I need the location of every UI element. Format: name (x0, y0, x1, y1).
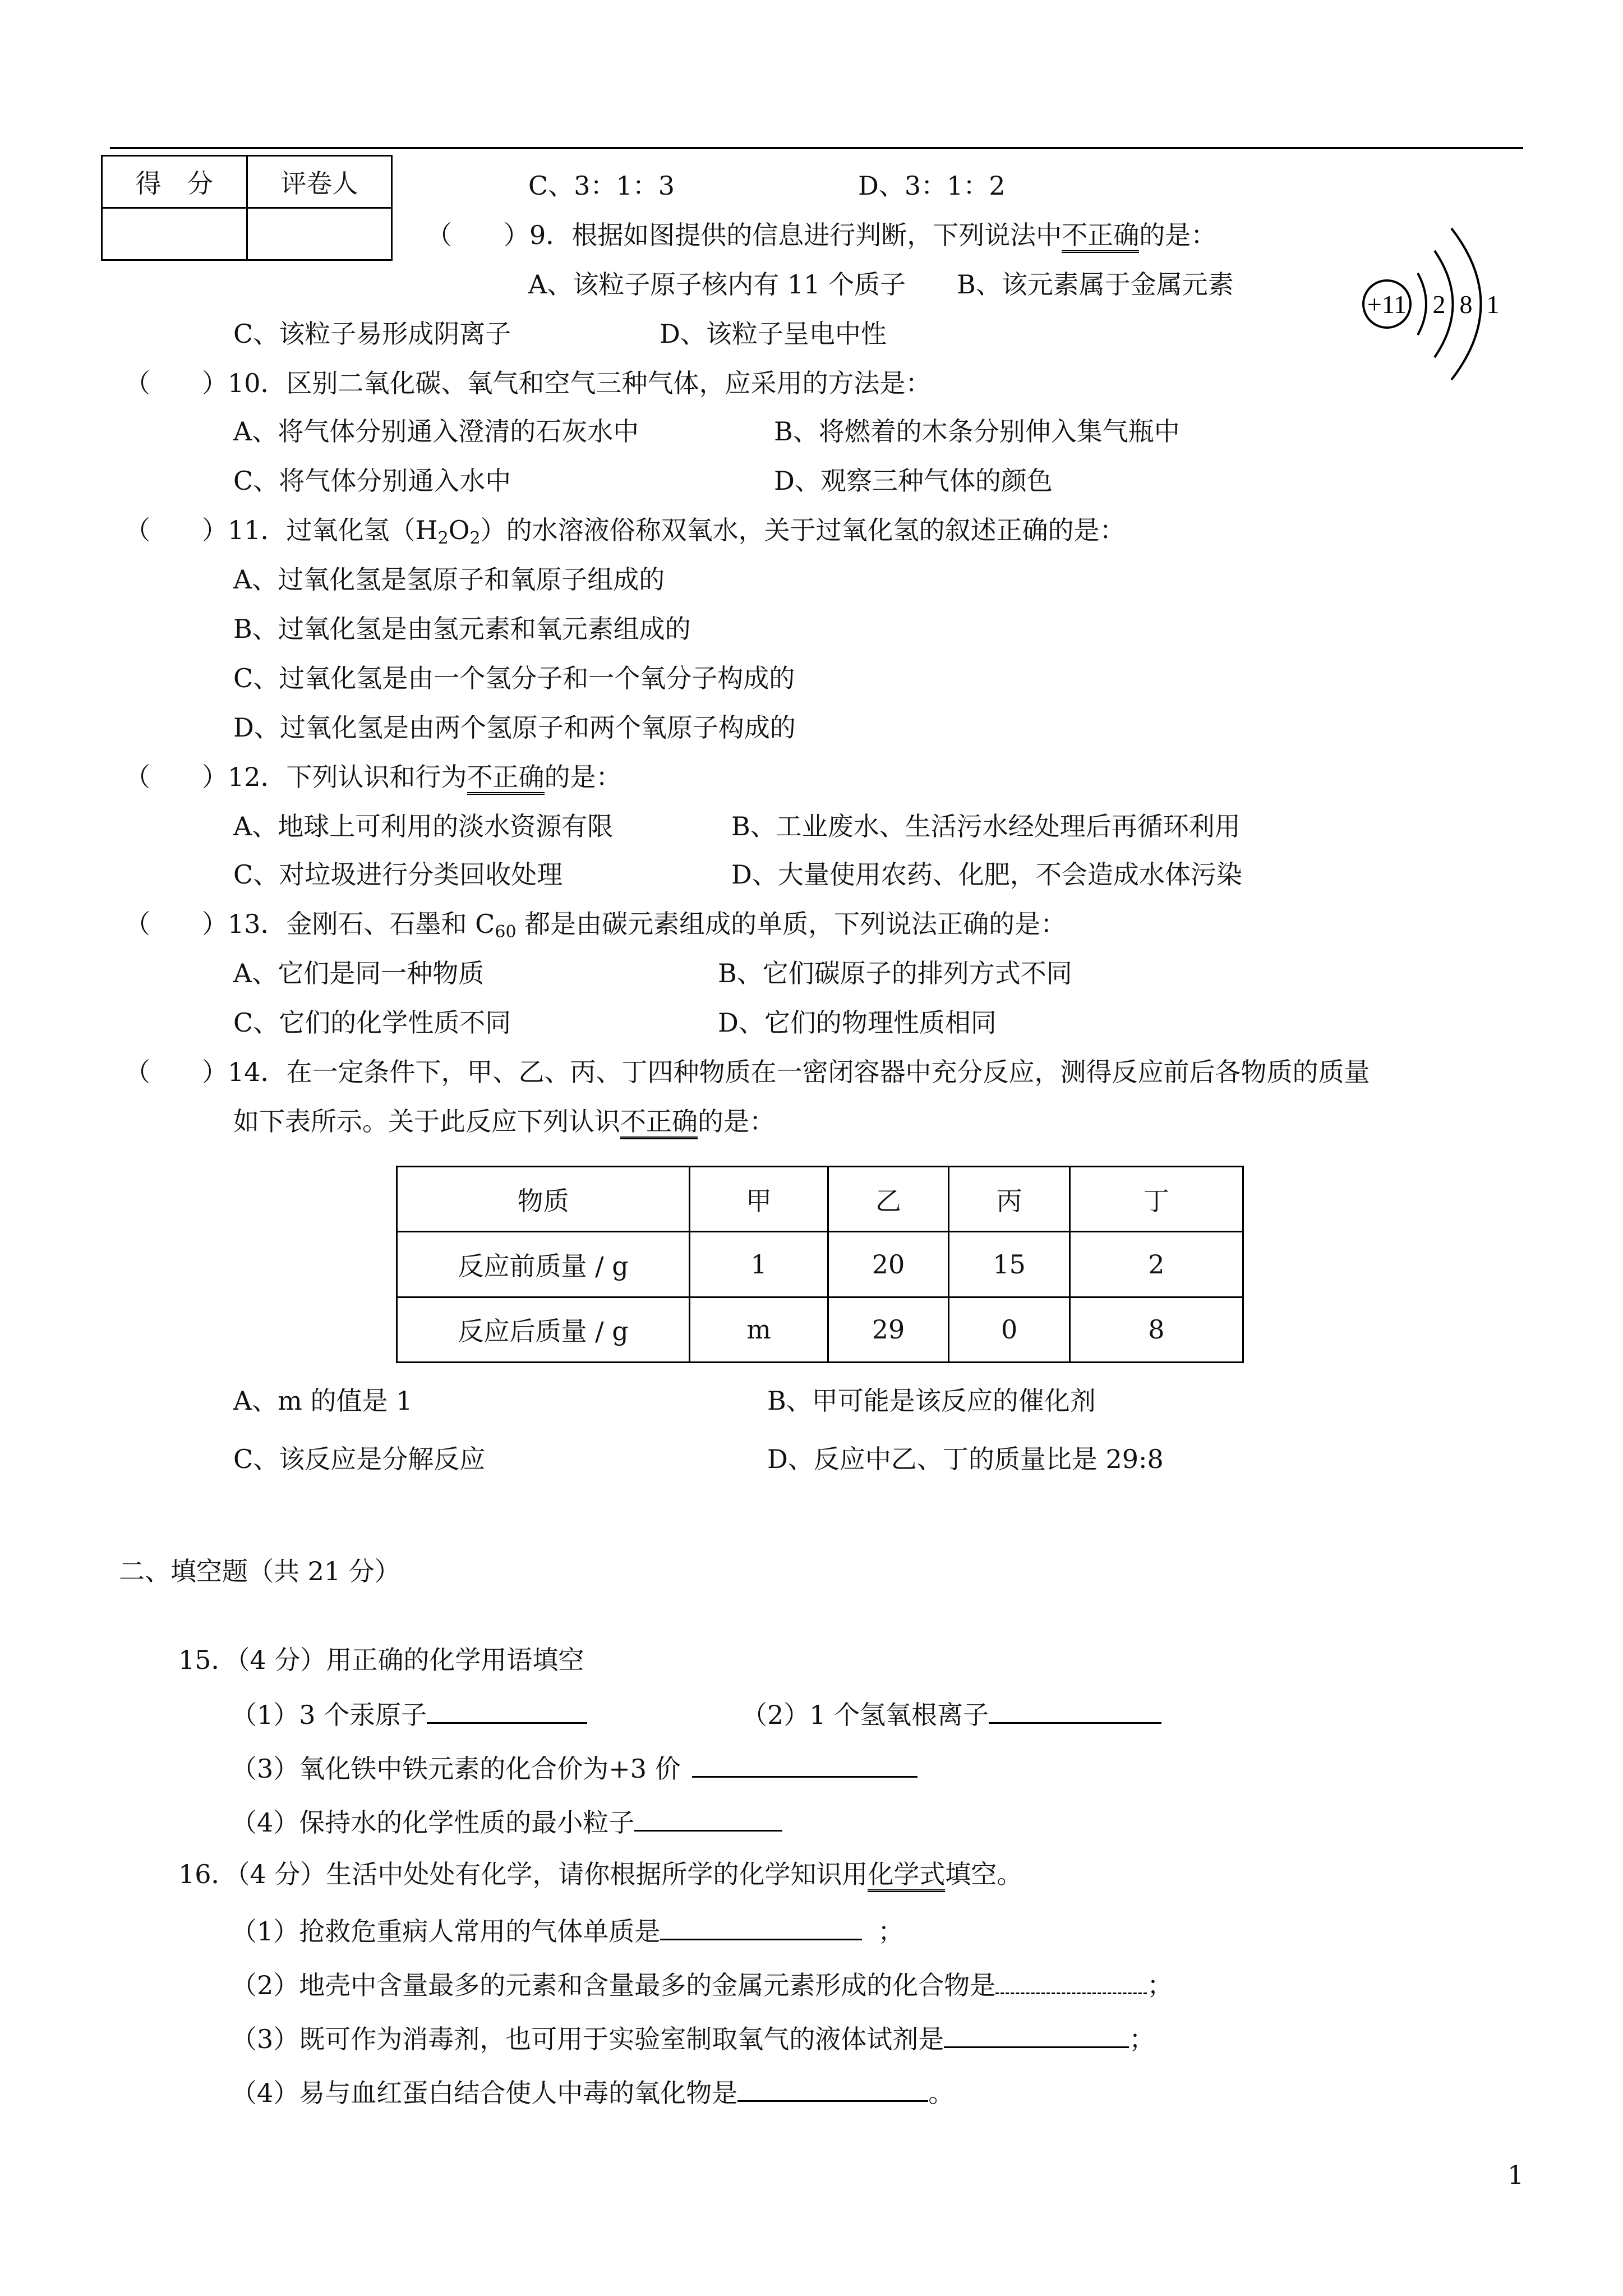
score-label: 得 分 (102, 156, 247, 208)
answer-blank[interactable] (737, 2078, 928, 2102)
q14-option-d: D、反应中乙、丁的质量比是 29:8 (767, 1444, 1164, 1474)
q16-part-2: （2）地壳中含量最多的元素和含量最多的金属元素形成的化合物是 ； (231, 1970, 1173, 2000)
q10-option-b: B、将燃着的木条分别伸入集气瓶中 (774, 416, 1180, 447)
table-row (397, 1297, 1243, 1362)
table-row (397, 1232, 1243, 1297)
q13-stem: （ ）13．金刚石、石墨和 $C_{60}$ 都是由碳元素组成的单质，下列说法正确的是： (125, 909, 1067, 942)
page-number: 1 (1507, 2160, 1524, 2190)
table-cell: 反应后质量 / g (397, 1297, 690, 1362)
q14-option-b: B、甲可能是该反应的催化剂 (767, 1386, 1096, 1416)
shell-3-electrons: 1 (1486, 290, 1500, 319)
table-header: 甲 (690, 1167, 828, 1232)
q13-option-b: B、它们碳原子的排列方式不同 (718, 958, 1072, 988)
q11-option-d: D、过氧化氢是由两个氢原子和两个氧原子构成的 (233, 712, 796, 743)
answer-paren[interactable]: （ ） (125, 762, 228, 792)
q13-option-c: C、它们的化学性质不同 (233, 1007, 511, 1038)
q8-option-d: D、3：1：2 (858, 171, 1006, 201)
underlined-chemical-formula: 化学式 (868, 1859, 945, 1892)
q9-option-a: A、该粒子原子核内有 11 个质子 (528, 269, 906, 300)
section-title: 二、填空题（共 21 分） (119, 1556, 400, 1586)
answer-paren[interactable]: （ ） (125, 515, 228, 545)
q14-stem: （ ）14．在一定条件下，甲、乙、丙、丁四种物质在一密闭容器中充分反应，测得反应前后各物质的质量 (125, 1057, 1370, 1087)
q12-option-d: D、大量使用农药、化肥，不会造成水体污染 (731, 859, 1242, 890)
q11-option-c: C、过氧化氢是由一个氢分子和一个氧分子构成的 (233, 663, 795, 693)
grader-label: 评卷人 (247, 156, 392, 208)
q9-option-b: B、该元素属于金属元素 (957, 269, 1234, 300)
q15-stem: 15．（4 分）用正确的化学用语填空 (178, 1645, 584, 1675)
shell-1-arc (1418, 273, 1426, 335)
q9-option-c: C、该粒子易形成阴离子 (233, 319, 511, 349)
q11-stem: （ ）11．过氧化氢$(H_2O_2)$的水溶液俗称双氧水，关于过氧化氢的叙述正确的是： (125, 515, 1126, 548)
answer-blank[interactable] (944, 2024, 1129, 2048)
underlined-not-correct: 不正确 (1062, 220, 1139, 253)
table-cell: 2 (1069, 1232, 1243, 1297)
answer-blank[interactable] (660, 1916, 862, 1940)
table-cell: 29 (828, 1297, 949, 1362)
underlined-not-correct: 不正确 (620, 1106, 698, 1139)
table-cell: 0 (949, 1297, 1070, 1362)
table-cell: 15 (949, 1232, 1070, 1297)
answer-blank[interactable] (692, 1754, 917, 1778)
answer-paren[interactable]: （ ） (125, 368, 228, 398)
q11-option-a: A、过氧化氢是氢原子和氧原子组成的 (233, 564, 665, 595)
underlined-not-correct: 不正确 (467, 762, 545, 795)
q14-stem-line2: 如下表所示。关于此反应下列认识不正确的是： (233, 1108, 775, 1134)
top-rule (110, 147, 1523, 149)
table-cell: 1 (690, 1232, 828, 1297)
answer-blank[interactable] (427, 1700, 587, 1724)
q16-part-4: （4）易与血红蛋白结合使人中毒的氧化物是 。 (231, 2078, 955, 2108)
q10-option-c: C、将气体分别通入水中 (233, 466, 511, 496)
table-header: 乙 (828, 1167, 949, 1232)
grader-cell[interactable] (247, 208, 392, 260)
table-row (397, 1167, 1243, 1232)
nucleus-charge: +11 (1367, 290, 1407, 319)
atom-structure-diagram (1356, 220, 1519, 388)
q9-stem: （ ）9．根据如图提供的信息进行判断，下列说法中不正确的是： (426, 222, 1216, 248)
q11-option-b: B、过氧化氢是由氢元素和氧元素组成的 (233, 614, 691, 644)
q10-stem: （ ）10．区别二氧化碳、氧气和空气三种气体，应采用的方法是： (125, 368, 932, 398)
table-header: 丁 (1069, 1167, 1243, 1232)
q12-stem: （ ）12．下列认识和行为不正确的是： (125, 764, 622, 790)
q15-part-4: （4）保持水的化学性质的最小粒子 (231, 1807, 782, 1835)
table-cell: 反应前质量 / g (397, 1232, 690, 1297)
answer-paren[interactable]: （ ） (125, 909, 228, 939)
q12-option-a: A、地球上可利用的淡水资源有限 (233, 811, 614, 841)
mass-table (396, 1166, 1244, 1363)
q16-part-3: （3）既可作为消毒剂，也可用于实验室制取氧气的液体试剂是 ； (231, 2024, 1155, 2054)
answer-blank[interactable] (995, 1970, 1147, 1994)
table-header: 物质 (397, 1167, 690, 1232)
table-header: 丙 (949, 1167, 1070, 1232)
table-cell: 20 (828, 1232, 949, 1297)
q8-option-c: C、3：1：3 (528, 171, 675, 201)
table-cell: 8 (1069, 1297, 1243, 1362)
answer-blank[interactable] (989, 1700, 1161, 1724)
q15-part-3: （3）氧化铁中铁元素的化合价为+3 价 (231, 1754, 917, 1782)
shell-2-electrons: 8 (1459, 290, 1473, 319)
q9-option-d: D、该粒子呈电中性 (660, 319, 887, 349)
q14-option-c: C、该反应是分解反应 (233, 1444, 486, 1474)
q14-option-a: A、m 的值是 1 (233, 1386, 413, 1416)
q16-stem: 16．（4 分）生活中处处有化学，请你根据所学的化学知识用化学式填空。 (178, 1861, 1022, 1887)
q10-option-d: D、观察三种气体的颜色 (774, 466, 1053, 496)
q13-option-d: D、它们的物理性质相同 (718, 1007, 997, 1038)
answer-paren[interactable]: （ ） (426, 220, 529, 250)
answer-blank[interactable] (634, 1807, 782, 1832)
answer-paren[interactable]: （ ） (125, 1057, 228, 1087)
score-cell[interactable] (102, 208, 247, 260)
q16-part-1: （1）抢救危重病人常用的气体单质是 ； (231, 1916, 904, 1947)
q10-option-a: A、将气体分别通入澄清的石灰水中 (233, 416, 639, 447)
q15-part-2: （2）1 个氢氧根离子 (741, 1700, 1161, 1728)
q12-option-b: B、工业废水、生活污水经处理后再循环利用 (731, 811, 1241, 841)
q12-option-c: C、对垃圾进行分类回收处理 (233, 859, 563, 890)
score-box (101, 155, 393, 261)
q15-part-1: （1）3 个汞原子 (231, 1700, 587, 1728)
q13-option-a: A、它们是同一种物质 (233, 958, 485, 988)
shell-1-electrons: 2 (1432, 290, 1446, 319)
table-cell: m (690, 1297, 828, 1362)
